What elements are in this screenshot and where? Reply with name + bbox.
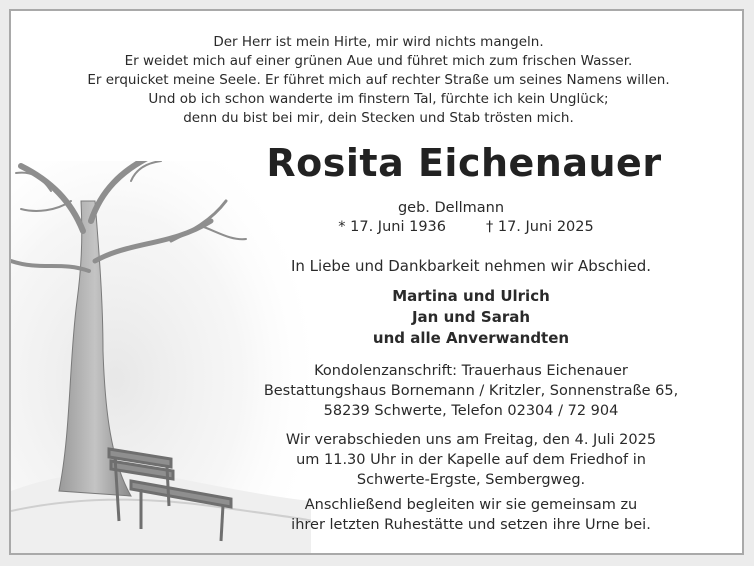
psalm-line: denn du bist bei mir, dein Stecken und Stab trösten mich. [183, 110, 574, 126]
burial-line: Anschließend begleiten wir sie gemeinsam zu [304, 497, 638, 513]
service-line: um 11.30 Uhr in der Kapelle auf dem Friedhof in [296, 452, 646, 468]
burial-line: ihrer letzten Ruhestätte und setzen ihre Urne bei. [291, 517, 651, 533]
psalm-line: Der Herr ist mein Hirte, mir wird nichts mangeln. [213, 34, 544, 50]
address-line: Bestattungshaus Bornemann / Kritzler, Sonnenstraße 65, [263, 383, 679, 399]
mourner: Jan und Sarah [411, 308, 531, 326]
condolence-address [211, 361, 731, 421]
address-line: 58239 Schwerte, Telefon 02304 / 72 904 [323, 403, 619, 419]
life-dates [301, 217, 631, 237]
maiden-name: geb. Dellmann [397, 200, 505, 216]
service-details [211, 430, 731, 490]
mourner: Martina und Ulrich [392, 287, 550, 305]
service-line: Schwerte-Ergste, Sembergweg. [356, 472, 586, 488]
obituary-card [9, 9, 744, 555]
death-date: † 17. Juni 2025 [486, 219, 594, 235]
service-line: Wir verabschieden uns am Freitag, den 4. Juli 2025 [285, 432, 657, 448]
psalm-line: Er weidet mich auf einer grünen Aue und führet mich zum frischen Wasser. [124, 53, 633, 69]
psalm-line: Und ob ich schon wanderte im finstern Tal, fürchte ich kein Unglück; [148, 91, 609, 107]
birth-date: * 17. Juni 1936 [338, 219, 446, 235]
address-line: Kondolenzanschrift: Trauerhaus Eichenauer [314, 363, 628, 379]
psalm-line: Er erquicket meine Seele. Er führet mich auf rechter Straße um seines Namens willen. [87, 72, 670, 88]
deceased-name: Rosita Eichenauer [266, 141, 662, 185]
psalm-verse [11, 33, 744, 128]
mourners-list [271, 286, 671, 349]
farewell-text: In Liebe und Dankbarkeit nehmen wir Abschied. [290, 257, 652, 275]
burial-note [211, 495, 731, 535]
mourner: und alle Anverwandten [372, 329, 570, 347]
